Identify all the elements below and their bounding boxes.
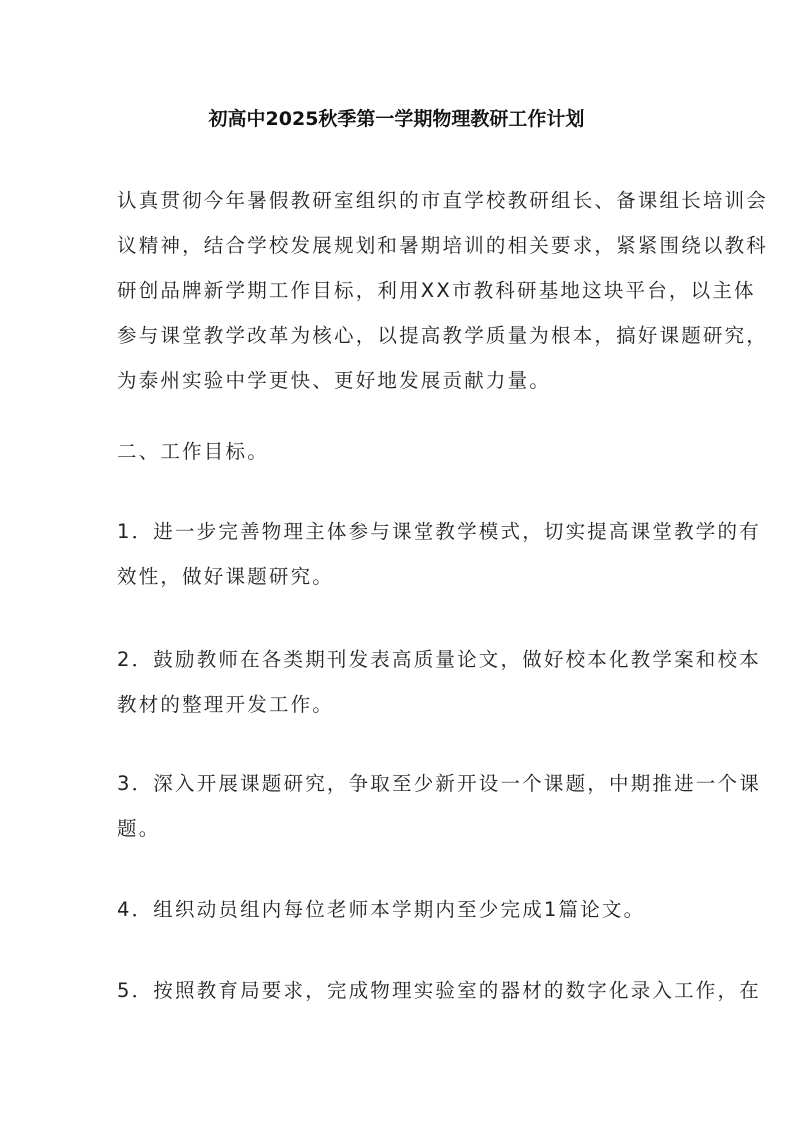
intro-line: 参与课堂教学改革为核心，以提高教学质量为根本，搞好课题研究， [117, 324, 769, 347]
goal-line: 1．进一步完善物理主体参与课堂教学模式，切实提高课堂教学的有 [117, 520, 761, 543]
intro-line: 认真贯彻今年暑假教研室组织的市直学校教研组长、备课组长培训会 [117, 189, 769, 212]
goal-line: 4．组织动员组内每位老师本学期内至少完成1篇论文。 [117, 898, 646, 921]
intro-line: 议精神，结合学校发展规划和暑期培训的相关要求，紧紧围绕以教科 [117, 234, 769, 257]
goal-line: 题。 [117, 817, 161, 840]
goal-line: 2．鼓励教师在各类期刊发表高质量论文，做好校本化教学案和校本 [117, 648, 761, 671]
goal-line: 教材的整理开发工作。 [117, 693, 335, 716]
intro-line: 研创品牌新学期工作目标，利用XX市教科研基地这块平台，以主体 [117, 279, 756, 302]
goal-line: 5．按照教育局要求，完成物理实验室的器材的数字化录入工作，在 [117, 979, 761, 1002]
goal-line: 效性，做好课题研究。 [117, 565, 335, 588]
intro-line: 为泰州实验中学更快、更好地发展贡献力量。 [117, 369, 552, 392]
section-heading: 二、工作目标。 [117, 440, 269, 463]
goal-line: 3．深入开展课题研究，争取至少新开设一个课题，中期推进一个课 [117, 772, 761, 795]
document-title: 初高中2025秋季第一学期物理教研工作计划 [208, 108, 585, 130]
